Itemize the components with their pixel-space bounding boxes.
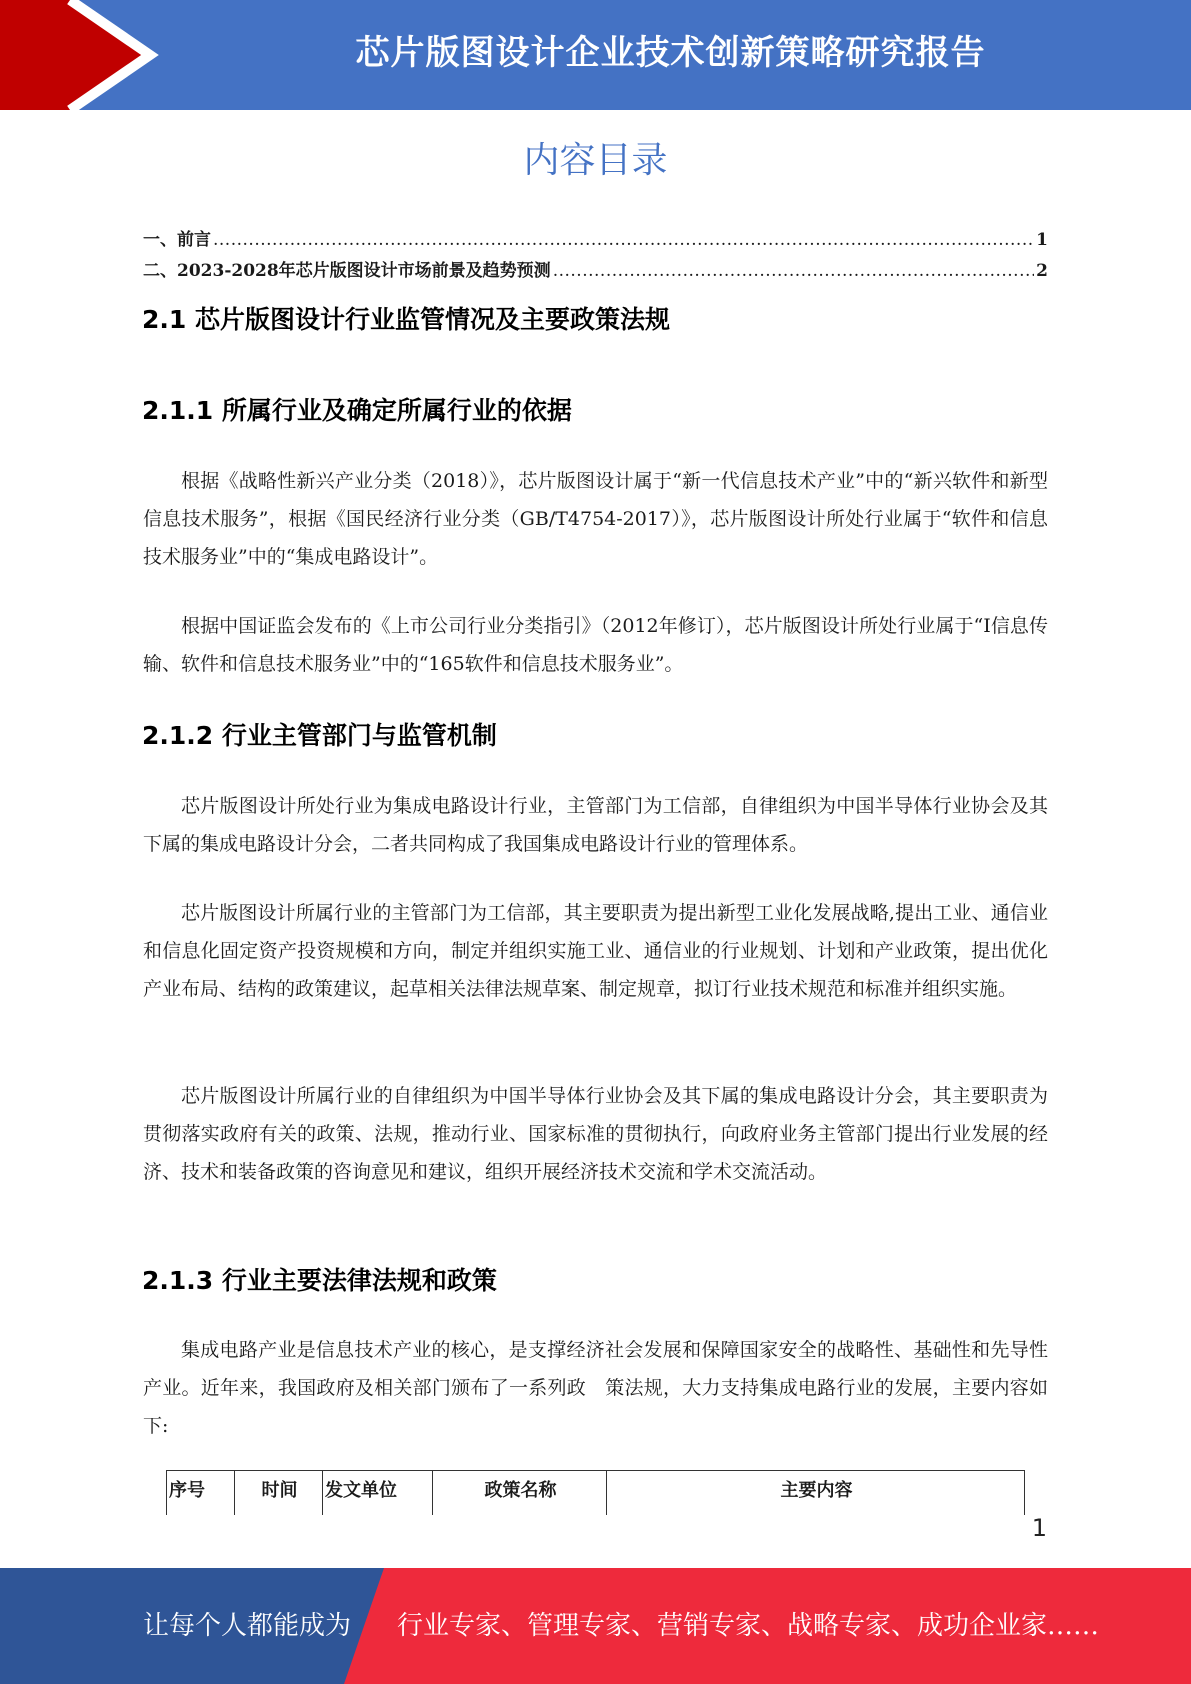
paragraph-ic-industry: 集成电路产业是信息技术产业的核心，是支撑经济社会发展和保障国家安全的战略性、基础性和先导性产业。近年来，我国政府及相关部门颁布了一系列政 策法规，大力支持集成电路行业的发展，主要内容如下: bbox=[143, 1339, 1048, 1437]
footer-banner bbox=[0, 1568, 1191, 1684]
footer-slogan-right: 行业专家、管理专家、营销专家、战略专家、成功企业家…… bbox=[397, 1611, 1100, 1641]
toc-entry-page: 2 bbox=[1036, 261, 1048, 281]
toc-entry[interactable] bbox=[143, 225, 1048, 256]
table-header-index: 序号 bbox=[166, 1471, 234, 1515]
policy-table bbox=[166, 1470, 1025, 1514]
paragraph-association-duties: 芯片版图设计所属行业的自律组织为中国半导体行业协会及其下属的集成电路设计分会，其主要职责为贯彻落实政府有关的政策、法规，推动行业、国家标准的贯彻执行，向政府业务主管部门提出行业发展的经济、技术和装备政策的咨询意见和建议，组织开展经济技术交流和学术交流活动。 bbox=[143, 1085, 1048, 1183]
toc-entry-page: 1 bbox=[1036, 230, 1048, 250]
table-header-time: 时间 bbox=[234, 1471, 322, 1515]
paragraph-miit-duties: 芯片版图设计所属行业的主管部门为工信部，其主要职责为提出新型工业化发展战略,提出工业、通信业和信息化固定资产投资规模和方向，制定并组织实施工业、通信业的行业规划、计划和产业政策，提出优化产业布局、结构的政策建议，起草相关法律法规草案、制定规章，拟订行业技术规范和标准并组织实施。 bbox=[143, 902, 1048, 1000]
paragraph-classification: 根据《战略性新兴产业分类（2018）》，芯片版图设计属于“新一代信息技术产业”中的“新兴软件和新型信息技术服务”，根据《国民经济行业分类（GB/T4754-2017）》，芯片版图设计所处行业属于“软件和信息技术服务业”中的“集成电路设计”。 bbox=[143, 470, 1048, 568]
section-heading-2-1-3: 2.1.3 行业主要法律法规和政策 bbox=[142, 1266, 497, 1295]
toc-entry[interactable] bbox=[143, 256, 1048, 287]
page-number: 1 bbox=[1031, 1514, 1047, 1542]
toc-entry-label: 一、前言 bbox=[143, 230, 211, 250]
table-of-contents bbox=[143, 225, 1048, 287]
section-heading-2-1: 2.1 芯片版图设计行业监管情况及主要政策法规 bbox=[142, 305, 670, 334]
report-title: 芯片版图设计企业技术创新策略研究报告 bbox=[355, 33, 986, 73]
toc-entry-label: 二、2023-2028年芯片版图设计市场前景及趋势预测 bbox=[143, 261, 551, 281]
section-heading-2-1-2: 2.1.2 行业主管部门与监管机制 bbox=[142, 721, 497, 750]
paragraph-csrc-classification: 根据中国证监会发布的《上市公司行业分类指引》（2012年修订），芯片版图设计所处行业属于“I信息传输、软件和信息技术服务业”中的“165软件和信息技术服务业”。 bbox=[143, 615, 1048, 675]
table-header-issuer: 发文单位 bbox=[322, 1471, 432, 1515]
toc-leader-dots bbox=[553, 261, 1034, 281]
table-header-policy-name: 政策名称 bbox=[432, 1471, 606, 1515]
toc-leader-dots bbox=[213, 230, 1034, 250]
table-header-content: 主要内容 bbox=[606, 1471, 1025, 1515]
paragraph-regulator: 芯片版图设计所处行业为集成电路设计行业，主管部门为工信部，自律组织为中国半导体行业协会及其下属的集成电路设计分会，二者共同构成了我国集成电路设计行业的管理体系。 bbox=[143, 795, 1048, 855]
toc-title: 内容目录 bbox=[523, 140, 668, 181]
header-banner bbox=[0, 0, 1191, 110]
section-heading-2-1-1: 2.1.1 所属行业及确定所属行业的依据 bbox=[142, 396, 572, 425]
footer-slogan-left: 让每个人都能成为 bbox=[143, 1611, 352, 1641]
